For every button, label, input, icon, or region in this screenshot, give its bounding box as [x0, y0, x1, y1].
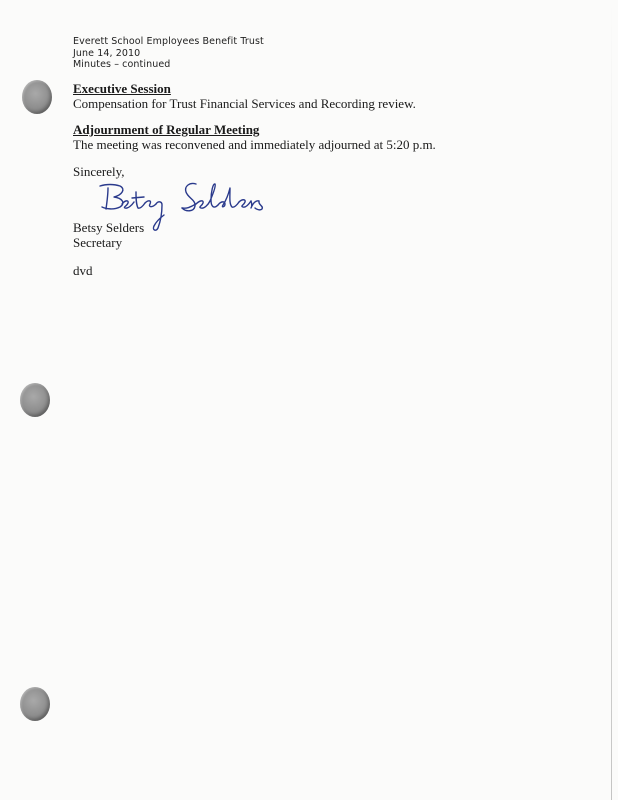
executive-session-text: Compensation for Trust Financial Services and Recording review.	[73, 96, 416, 111]
closing-salutation: Sincerely,	[73, 164, 125, 179]
typist-initials: dvd	[73, 263, 93, 278]
punch-hole-bottom	[20, 687, 50, 721]
adjournment-text: The meeting was reconvened and immediately adjourned at 5:20 p.m.	[73, 137, 436, 152]
page-header	[73, 36, 264, 71]
header-page-note: Minutes – continued	[73, 59, 171, 70]
header-organization: Everett School Employees Benefit Trust	[73, 36, 264, 47]
punch-hole-middle	[20, 383, 50, 417]
signatory-block	[73, 220, 144, 250]
signatory-name: Betsy Selders	[73, 220, 145, 235]
signatory-title: Secretary	[73, 235, 123, 250]
executive-session-heading: Executive Session	[73, 81, 171, 96]
adjournment-heading: Adjournment of Regular Meeting	[73, 122, 260, 137]
executive-session-section	[73, 82, 416, 111]
header-date: June 14, 2010	[73, 47, 141, 59]
scan-edge-shadow	[611, 0, 612, 800]
punch-hole-top	[22, 80, 52, 114]
adjournment-section	[73, 123, 436, 152]
